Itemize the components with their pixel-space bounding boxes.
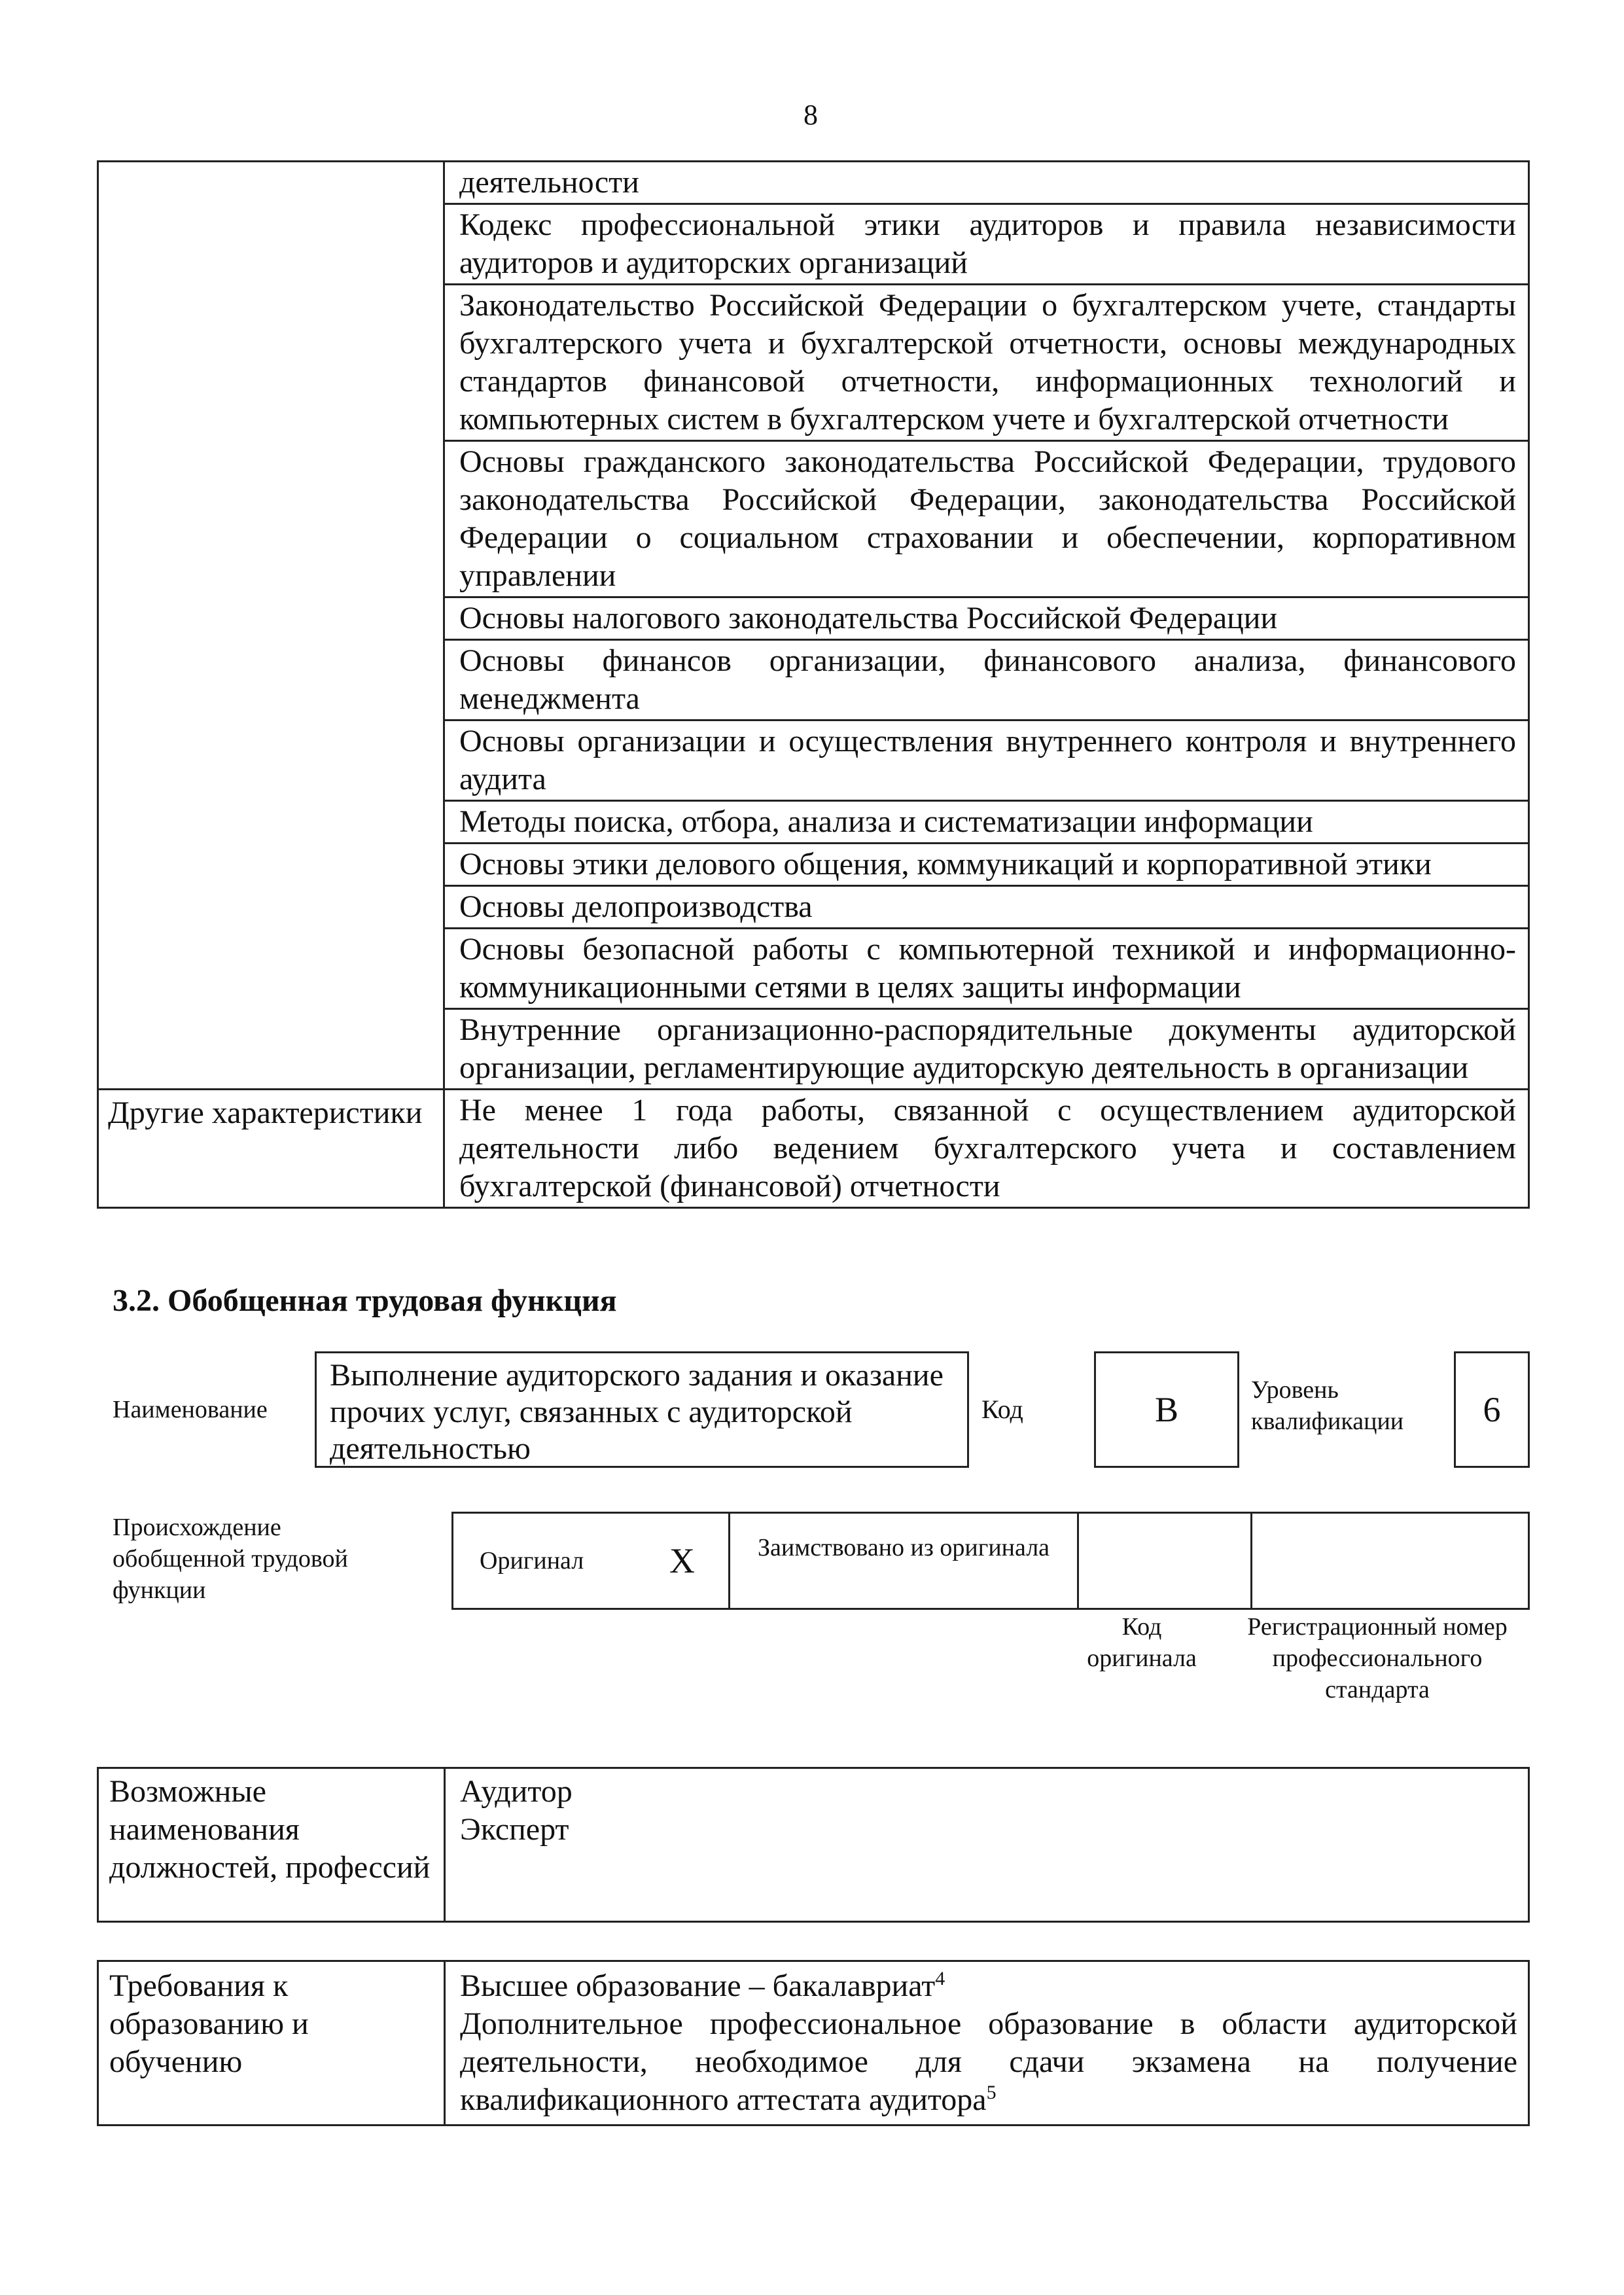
- footnote-mark: 4: [935, 1968, 945, 1989]
- positions-values: [445, 1768, 1529, 1922]
- registration-number-cell: [1252, 1513, 1529, 1609]
- knowledge-item: Основы организации и осуществления внутреннего контроля и внутреннего аудита: [444, 721, 1529, 801]
- knowledge-table: [97, 160, 1530, 1209]
- name-label: Наименование: [113, 1396, 268, 1423]
- positions-label: Возможные наименования должностей, профессий: [98, 1768, 445, 1922]
- knowledge-label-cell: [98, 162, 444, 1090]
- footnote-mark: 5: [986, 2082, 997, 2103]
- original-code-caption: Код оригинала: [1087, 1613, 1197, 1672]
- education-line: Высшее образование – бакалавриат: [460, 1968, 936, 2003]
- section-heading: 3.2. Обобщенная трудовая функция: [113, 1283, 617, 1318]
- education-values: [445, 1961, 1529, 2126]
- borrowed-label: Заимствовано из оригинала: [730, 1513, 1078, 1609]
- knowledge-item: Законодательство Российской Федерации о бухгалтерском учете, стандарты бухгалтерского учета и бухгалтерской отчетности, основы международных стандартов финансовой отчетности, информационных технологий и компьютерных систем в бухгалтерском учете и бухгалтерской отчетности: [444, 285, 1529, 441]
- original-code-cell: [1078, 1513, 1252, 1609]
- registration-number-caption: Регистрационный номер профессионального стандарта: [1247, 1613, 1508, 1703]
- level-label: Уровень квалификации: [1251, 1376, 1404, 1435]
- positions-table: [97, 1767, 1530, 1923]
- table-row: [98, 162, 1529, 204]
- position-item: Эксперт: [460, 1812, 569, 1847]
- original-label: Оригинал: [453, 1513, 670, 1609]
- knowledge-item: Основы налогового законодательства Российской Федерации: [444, 597, 1529, 640]
- knowledge-item: Основы безопасной работы с компьютерной техникой и информационно-коммуникационными сетями в целях защиты информации: [444, 929, 1529, 1009]
- other-characteristics-label: Другие характеристики: [98, 1090, 444, 1208]
- name-value: Выполнение аудиторского задания и оказание прочих услуг, связанных с аудиторской деятельностью: [315, 1351, 969, 1468]
- knowledge-item: Основы финансов организации, финансового анализа, финансового менеджмента: [444, 640, 1529, 721]
- level-value: 6: [1454, 1351, 1530, 1468]
- other-characteristics-value: Не менее 1 года работы, связанной с осуществлением аудиторской деятельности либо ведением бухгалтерского учета и составлением бухгалтерской (финансовой) отчетности: [444, 1090, 1529, 1208]
- original-mark: X: [669, 1513, 730, 1609]
- education-table: [97, 1960, 1530, 2126]
- knowledge-item: Основы гражданского законодательства Российской Федерации, трудового законодательства Российской Федерации, законодательства Российской Федерации о социальном страховании и обеспечении, корпоративном управлении: [444, 441, 1529, 597]
- knowledge-item: Методы поиска, отбора, анализа и систематизации информации: [444, 801, 1529, 844]
- code-value: B: [1094, 1351, 1239, 1468]
- origin-label: Происхождение обобщенной трудовой функции: [113, 1514, 348, 1604]
- position-item: Аудитор: [460, 1774, 573, 1809]
- table-row: [98, 1961, 1529, 2126]
- knowledge-item: Кодекс профессиональной этики аудиторов и правила независимости аудиторов и аудиторских организаций: [444, 204, 1529, 285]
- knowledge-item: деятельности: [444, 162, 1529, 204]
- knowledge-item: Основы делопроизводства: [444, 886, 1529, 929]
- code-label: Код: [981, 1395, 1023, 1424]
- education-label: Требования к образованию и обучению: [98, 1961, 445, 2126]
- page-number: 8: [803, 99, 818, 131]
- table-row: [453, 1513, 1529, 1609]
- origin-table: [451, 1512, 1530, 1610]
- table-row: [98, 1768, 1529, 1922]
- knowledge-item: Основы этики делового общения, коммуникаций и корпоративной этики: [444, 844, 1529, 886]
- education-line: Дополнительное профессиональное образование в области аудиторской деятельности, необходимое для сдачи экзамена на получение квалификационного аттестата аудитора: [460, 2006, 1517, 2117]
- knowledge-item: Внутренние организационно-распорядительные документы аудиторской организации, регламентирующие аудиторскую деятельность в организации: [444, 1009, 1529, 1090]
- education-item: [460, 1967, 1517, 2005]
- table-row: [98, 1090, 1529, 1208]
- education-item: [460, 2005, 1517, 2119]
